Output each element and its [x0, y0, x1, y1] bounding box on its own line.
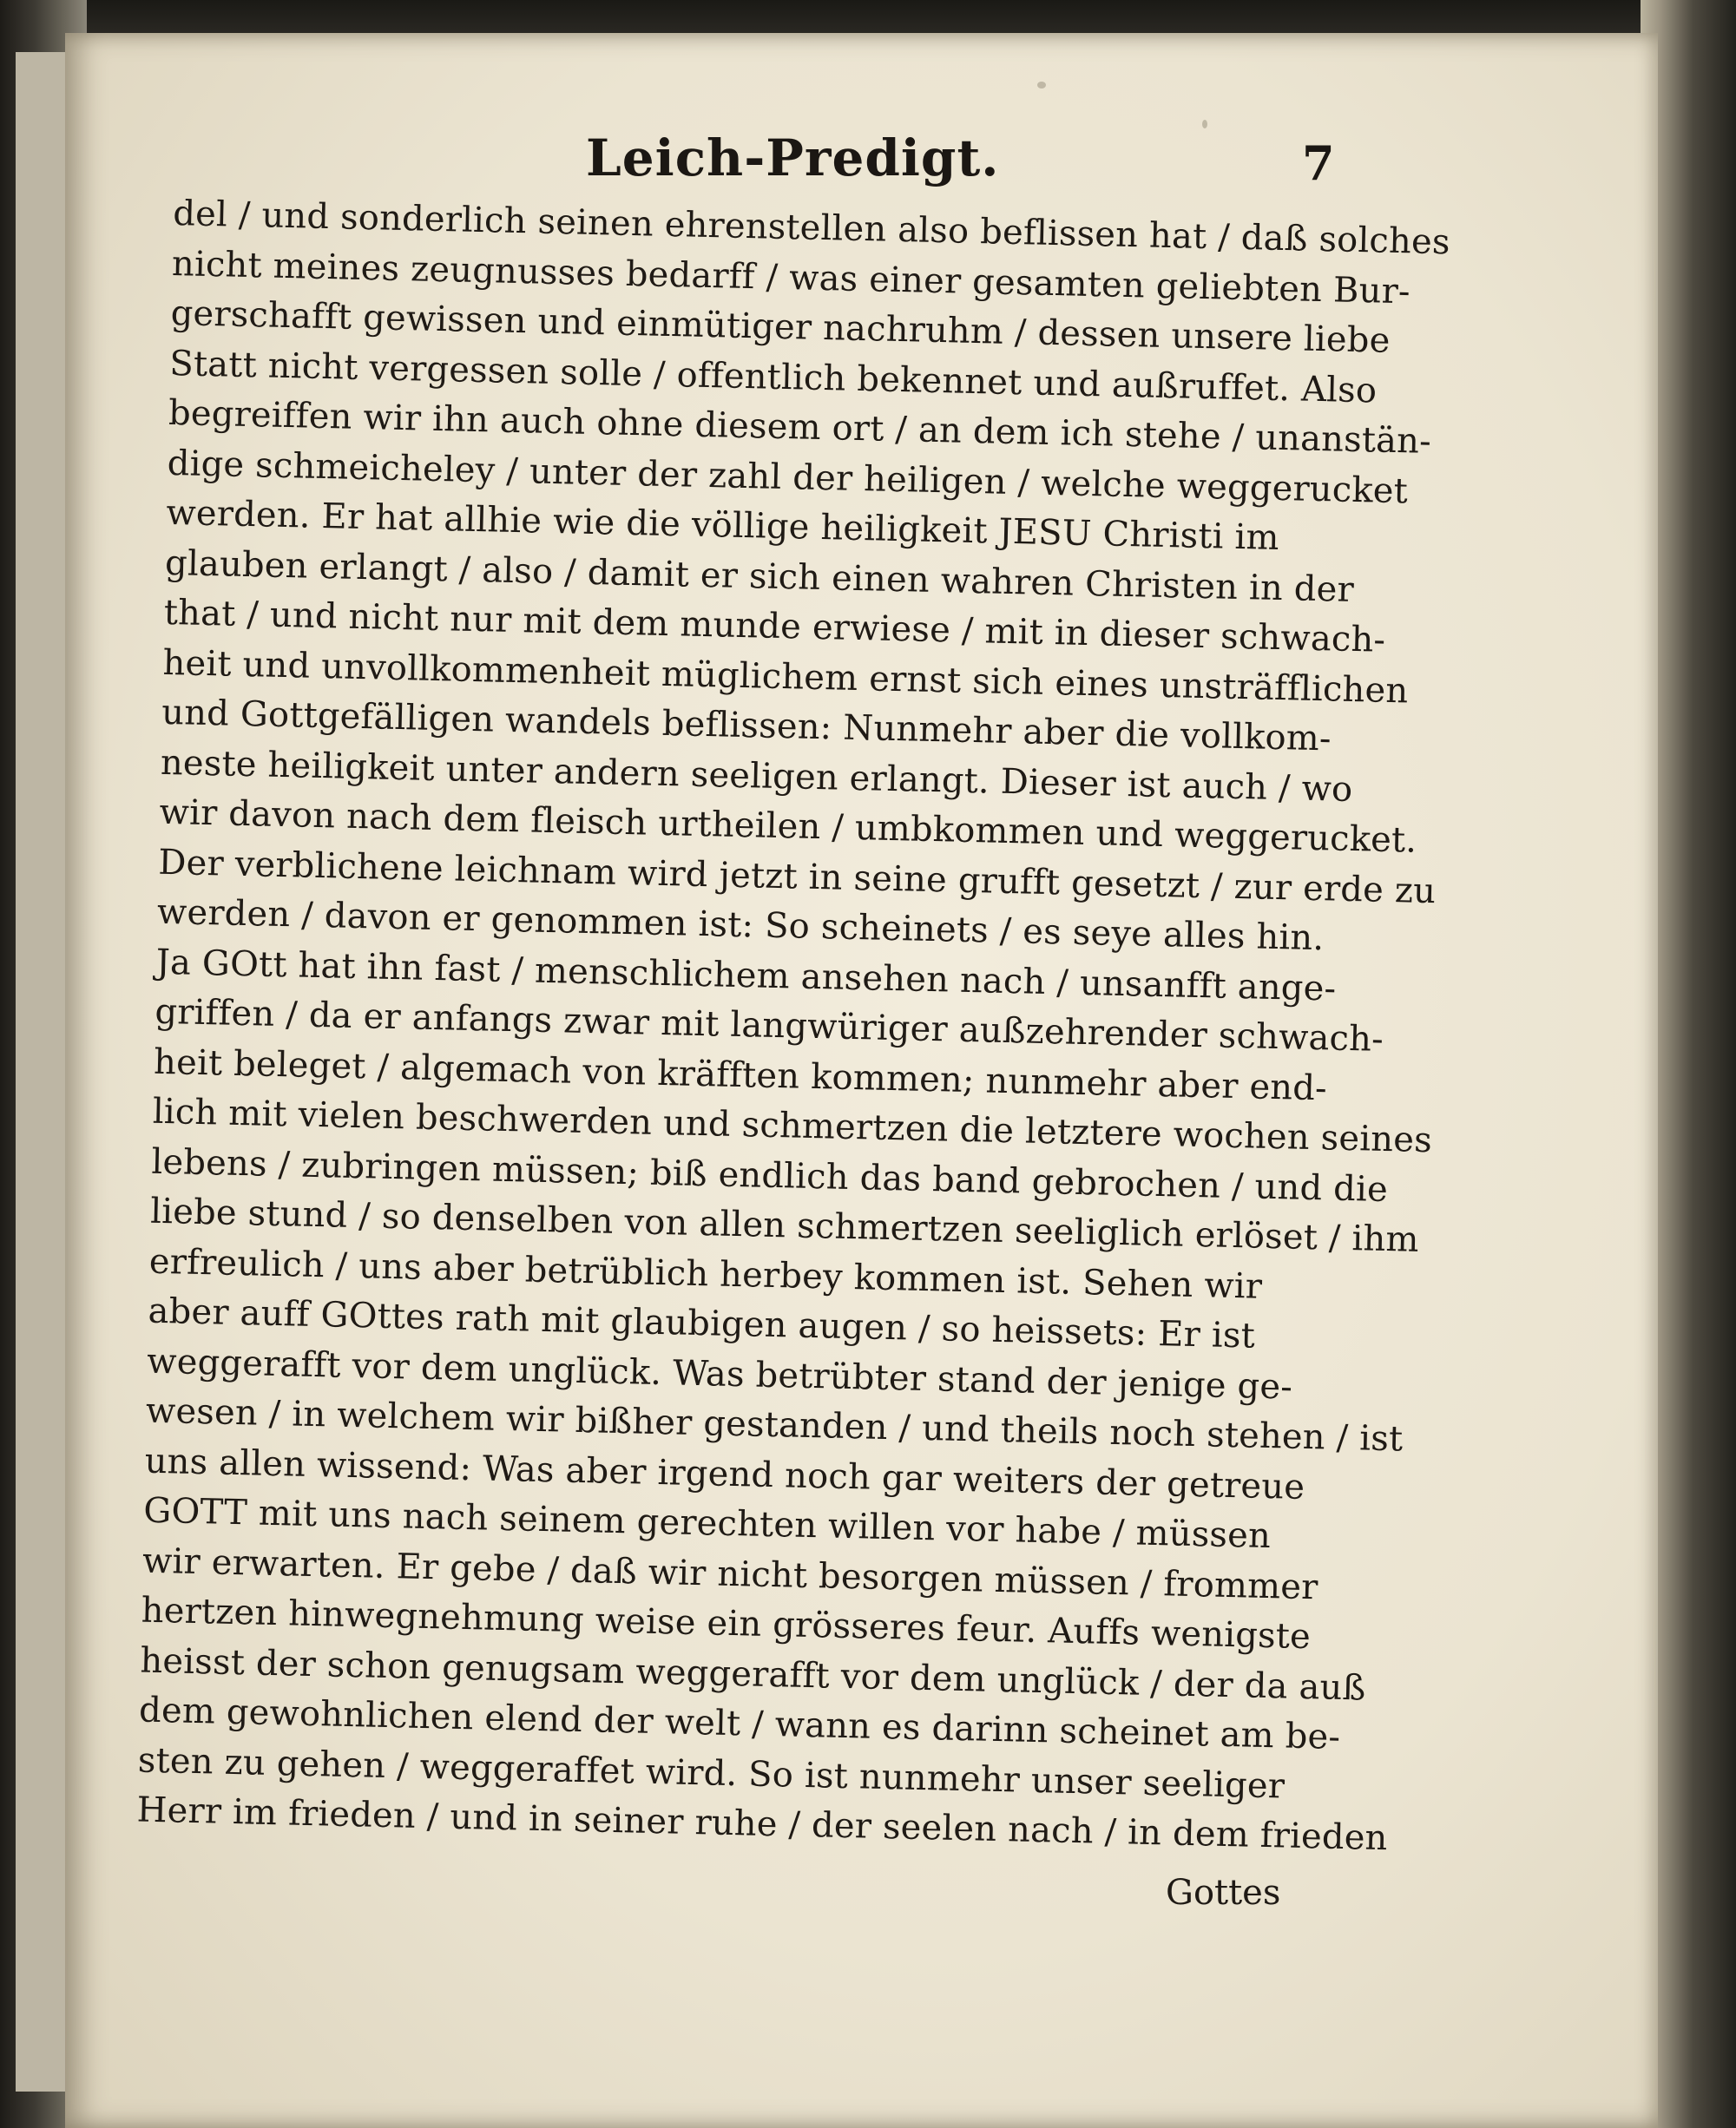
- text-line: Ja GOtt hat ihn fast / menschlichem ansehen nach / unsanfft ange-: [155, 942, 1337, 1009]
- text-line: uns allen wissend: Was aber irgend noch gar weiters der getreue: [144, 1441, 1305, 1507]
- text-line: und Gottgefälligen wandels beflissen: Nunmehr aber die vollkom-: [161, 692, 1332, 759]
- text-line: lich mit vielen beschwerden und schmertzen die letztere wochen seines: [152, 1091, 1433, 1161]
- text-line: aber auff GOttes rath mit glaubigen augen / so heissets: Er ist: [148, 1291, 1256, 1356]
- text-line: Herr im frieden / und in seiner ruhe / der seelen nach / in dem frieden: [136, 1790, 1389, 1859]
- text-line: werden / davon er genommen ist: So scheinets / es seye alles hin.: [156, 891, 1325, 959]
- sermon-text-block: [136, 189, 1451, 1863]
- text-line: GOTT mit uns nach seinem gerechten willen vor habe / müssen: [142, 1490, 1272, 1557]
- text-line: griffen / da er anfangs zwar mit langwüriger außzehrender schwach-: [154, 991, 1384, 1060]
- text-line: gerschafft gewissen und einmütiger nachruhm / dessen unsere liebe: [170, 292, 1391, 361]
- text-line: wir erwarten. Er gebe / daß wir nicht besorgen müssen / frommer: [141, 1540, 1318, 1607]
- text-line: wir davon nach dem fleisch urtheilen / umbkommen und weggerucket.: [159, 791, 1417, 861]
- text-line: dige schmeicheley / unter der zahl der heiligen / welche weggerucket: [167, 443, 1409, 511]
- text-line: heisst der schon genugsam weggerafft vor dem unglück / der da auß: [140, 1640, 1366, 1709]
- text-line: heit beleget / algemach von kräfften kommen; nunmehr aber end-: [153, 1041, 1328, 1108]
- text-line: neste heiligkeit unter andern seeligen erlangt. Dieser ist auch / wo: [160, 742, 1353, 810]
- text-line: glauben erlangt / also / damit er sich einen wahren Christen in der: [164, 542, 1355, 610]
- text-line: sten zu gehen / weggeraffet wird. So ist nunmehr unser seeliger: [137, 1740, 1286, 1807]
- text-line: werden. Er hat allhie wie die völlige heiligkeit JESU Christi im: [166, 492, 1280, 558]
- page-number: 7: [1302, 135, 1335, 191]
- text-line: dem gewohnlichen elend der welt / wann es darinn scheinet am be-: [138, 1690, 1341, 1757]
- running-title: Leich-Predigt.: [586, 128, 1000, 187]
- page-header: [65, 33, 1658, 189]
- text-line: begreiffen wir ihn auch ohne diesem ort / an dem ich stehe / unanstän-: [168, 392, 1432, 462]
- text-line: Statt nicht vergessen solle / offentlich bekennet und außruffet. Also: [168, 343, 1378, 411]
- text-line: weggerafft vor dem unglück. Was betrübter stand der jenige ge-: [146, 1341, 1293, 1408]
- facing-page-edge: [16, 52, 69, 2092]
- text-line: erfreulich / uns aber betrüblich herbey kommen ist. Sehen wir: [148, 1241, 1263, 1307]
- text-line: lebens / zubringen müssen; biß endlich das band gebrochen / und die: [151, 1141, 1389, 1210]
- text-line: wesen / in welchem wir bißher gestanden / und theils noch stehen / ist: [145, 1390, 1404, 1460]
- text-line: Der verblichene leichnam wird jetzt in seine grufft gesetzt / zur erde zu: [157, 842, 1437, 911]
- text-line: del / und sonderlich seinen ehrenstellen also beflissen hat / daß solches: [172, 193, 1451, 263]
- text-line: hertzen hinwegnehmung weise ein grösseres feur. Auffs wenigste: [141, 1590, 1312, 1658]
- text-line: nicht meines zeugnusses bedarff / was einer gesamten geliebten Bur-: [171, 243, 1411, 312]
- text-line: heit und unvollkommenheit müglichem ernst sich eines unsträfflichen: [162, 642, 1409, 711]
- catchword: Gottes: [1166, 1873, 1281, 1913]
- text-line: liebe stund / so denselben von allen schmertzen seeliglich erlöset / ihm: [149, 1191, 1420, 1260]
- text-line: that / und nicht nur mit dem munde erwiese / mit in dieser schwach-: [163, 592, 1386, 660]
- printed-page: [65, 33, 1658, 2128]
